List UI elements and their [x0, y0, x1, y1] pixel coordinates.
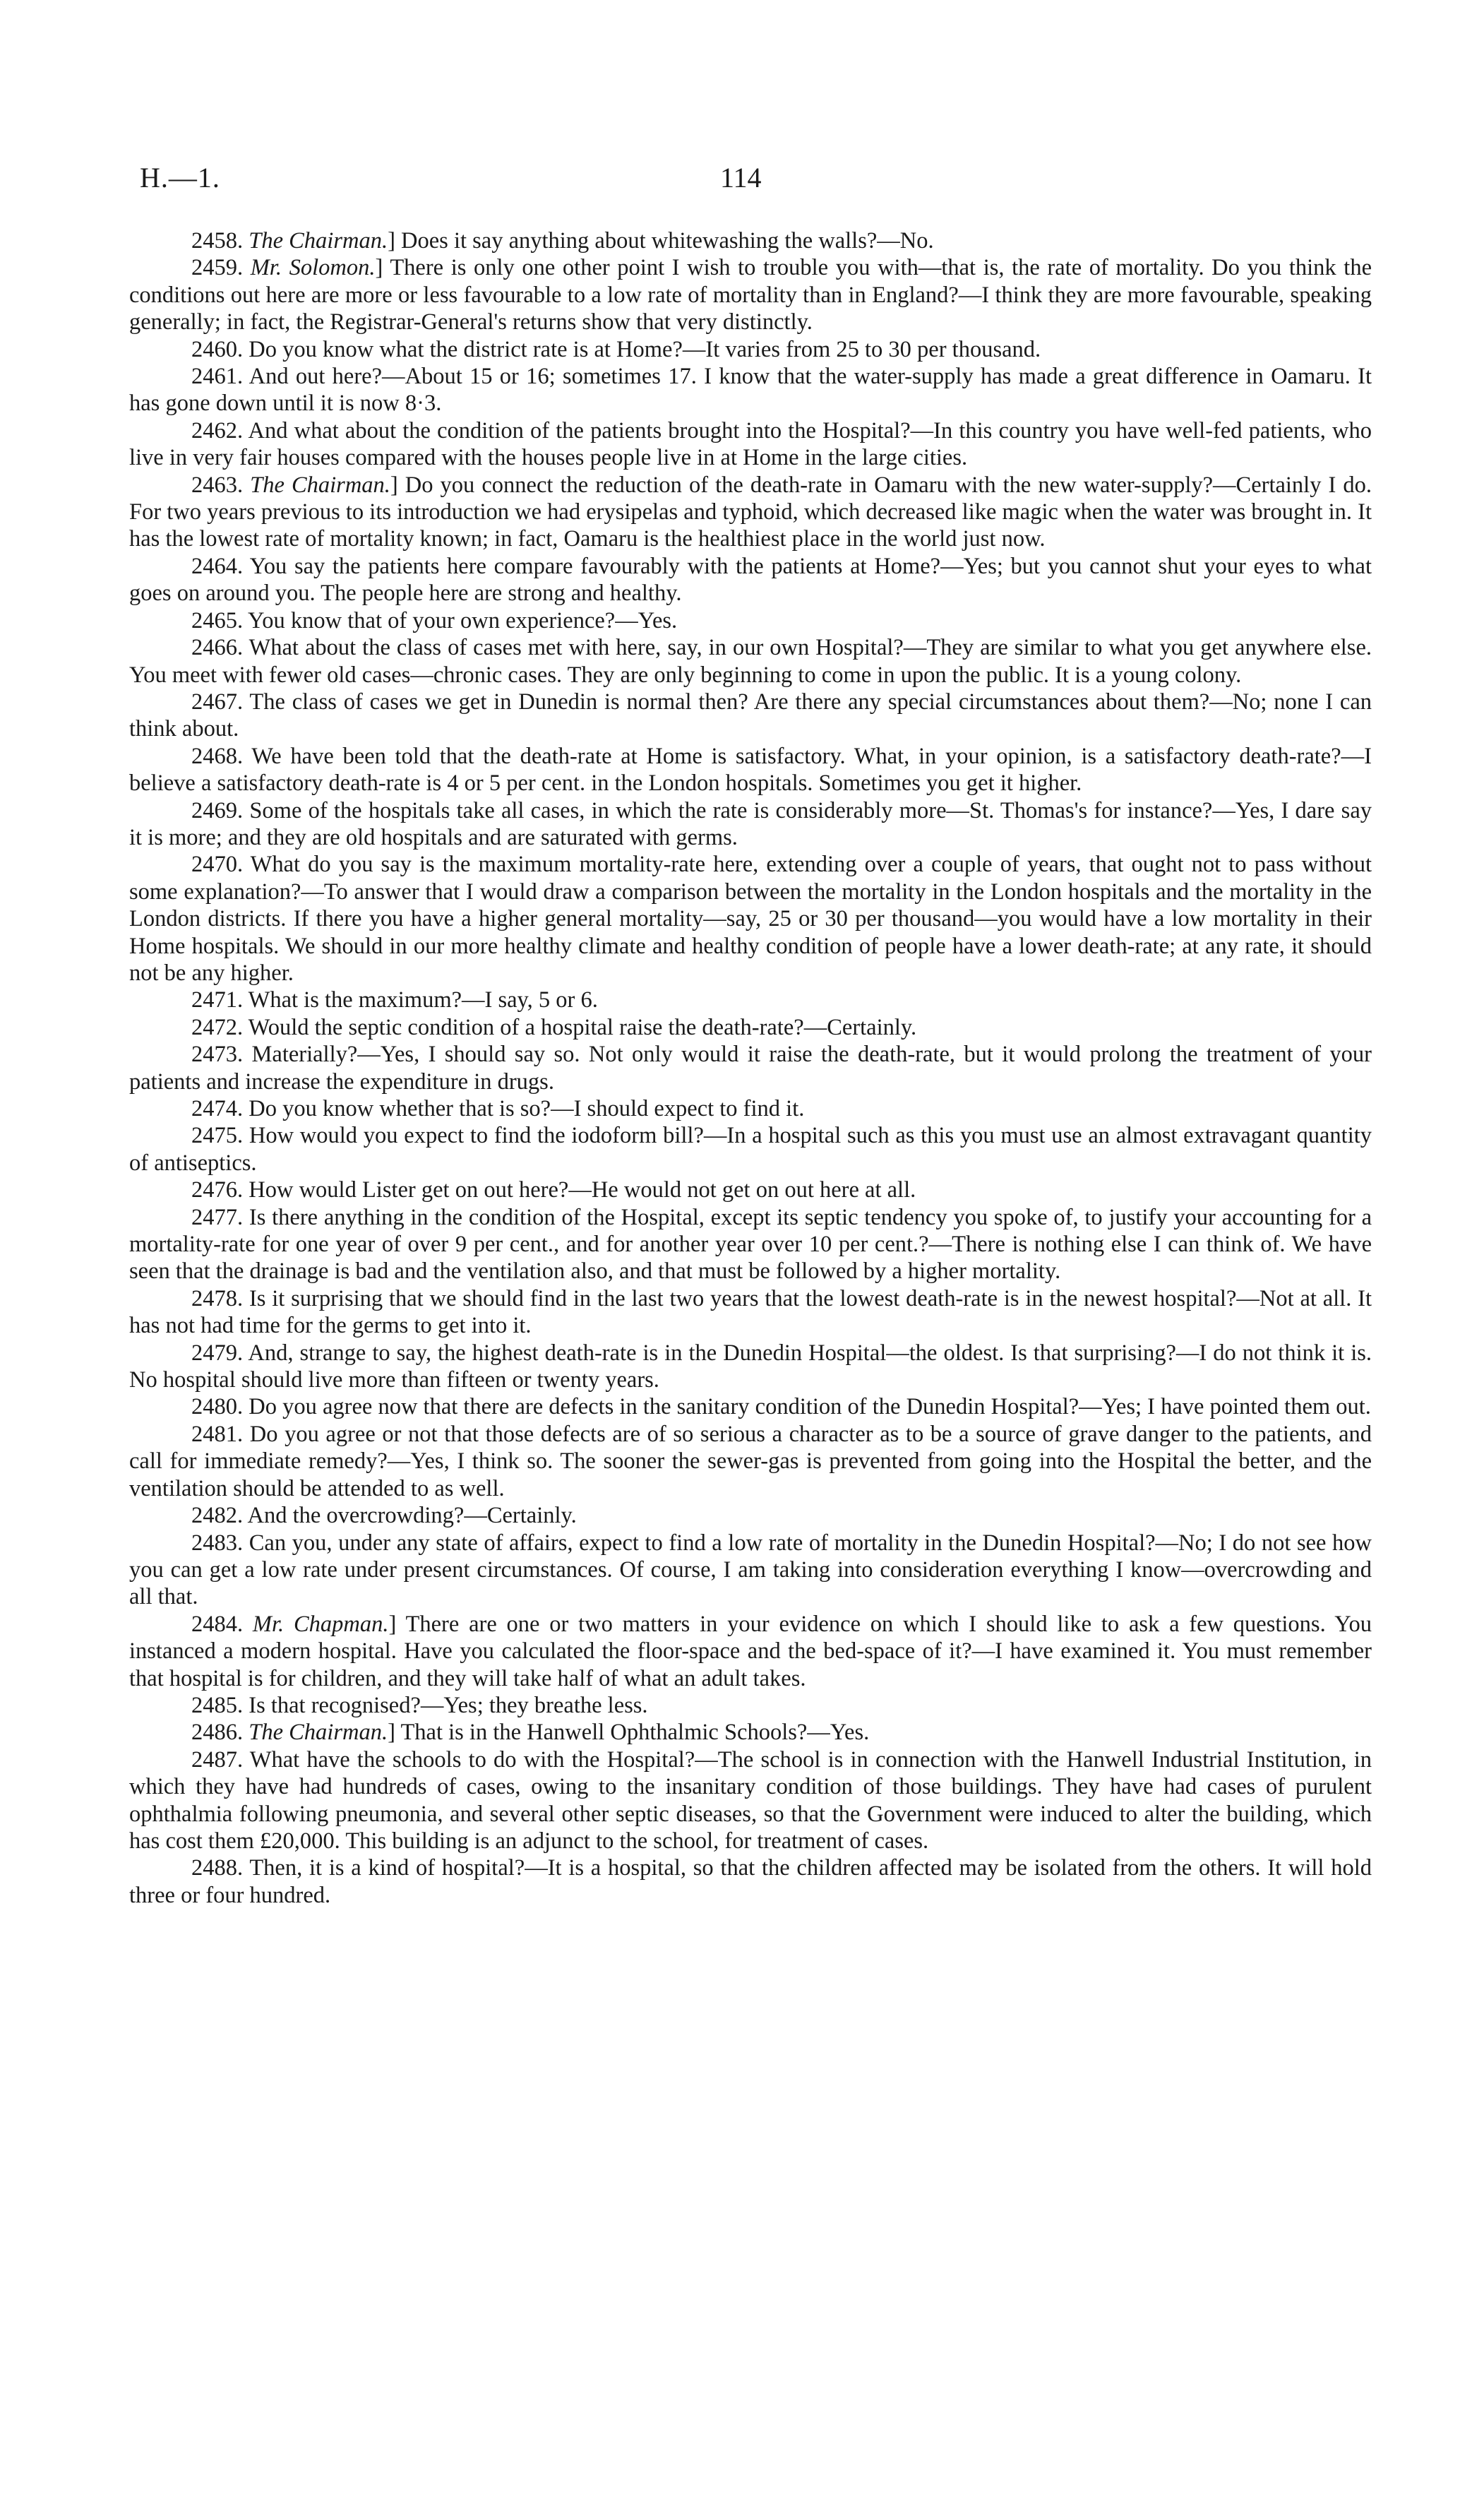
question-text: How would you expect to find the iodoform bill?—In a hospital such as this you must use an almost extravagant quantity of antiseptics. [129, 1123, 1372, 1176]
question-text: What about the class of cases met with here, say, in our own Hospital?—They are similar to what you get anywhere else. You meet with fewer old cases—chronic cases. They are only beginning to come in upon the public. It is a young colony. [129, 635, 1372, 688]
question-text: And the overcrowding?—Certainly. [247, 1503, 577, 1529]
page-header [0, 161, 1484, 203]
question-text: The class of cases we get in Dunedin is normal then? Are there any special circumstances about them?—No; none I can think about. [129, 689, 1372, 742]
question-paragraph [129, 1041, 1372, 1095]
question-number: 2472. [191, 1014, 244, 1040]
question-text: ] Do you connect the reduction of the death-rate in Oamaru with the new water-supply?—Certainly I do. For two years previous to its introduction we had erysipelas and typhoid, which decreased like magic when the water was brought in. It has the lowest rate of mortality known; in fact, Oamaru is the healthiest place in the world just now. [129, 472, 1372, 552]
question-text: Do you know whether that is so?—I should expect to find it. [249, 1096, 805, 1121]
question-number: 2484. [191, 1611, 244, 1637]
question-text: Do you know what the district rate is at Home?—It varies from 25 to 30 per thousand. [249, 336, 1041, 362]
question-paragraph [129, 987, 1372, 1013]
question-paragraph [129, 227, 1372, 254]
question-paragraph [129, 1421, 1372, 1502]
question-paragraph [129, 689, 1372, 743]
question-text: ] There is only one other point I wish to trouble you with—that is, the rate of mortality. Do you think the conditions out here are more or less favourable to a low rate of mortality than in England?—I think they are more favourable, speaking generally; in fact, the Registrar-General's returns show that very distinctly. [129, 255, 1372, 335]
question-number: 2481. [191, 1421, 244, 1447]
question-paragraph [129, 336, 1372, 363]
question-paragraph [129, 472, 1372, 553]
question-paragraph [129, 1746, 1372, 1855]
evidence-body [129, 227, 1372, 1909]
document-id: H.—1. [140, 162, 220, 193]
question-text: What do you say is the maximum mortality-rate here, extending over a couple of years, that ought not to pass without some explanation?—To answer that I would draw a comparison between the mortality in the London hospitals and the mortality in the London districts. If there you have a higher general mortality—say, 25 or 30 per thousand—you would have a low mortality in their Home hospitals. We should in our more healthy climate and healthy condition of people have a lower death-rate; at any rate, it should not be any higher. [129, 852, 1372, 986]
question-number: 2478. [191, 1285, 244, 1311]
question-text: Some of the hospitals take all cases, in which the rate is considerably more—St. Thomas's for instance?—Yes, I dare say it is more; and they are old hospitals and are saturated with germs. [129, 797, 1372, 850]
question-paragraph [129, 1611, 1372, 1692]
speaker-name: Mr. Chapman. [252, 1611, 389, 1637]
question-paragraph [129, 1692, 1372, 1719]
speaker-name: The Chairman. [249, 228, 388, 254]
question-paragraph [129, 553, 1372, 607]
question-paragraph [129, 743, 1372, 797]
question-number: 2467. [191, 689, 244, 715]
question-number: 2483. [191, 1530, 244, 1556]
question-number: 2460. [191, 336, 244, 362]
question-text: Is there anything in the condition of the Hospital, except its septic tendency you spoke of, to justify your accounting for a mortality-rate for one year of over 9 per cent., and for another year over 10 per cent.?—There is nothing else I can think of. We have seen that the drainage is bad and the ventilation also, and that must be followed by a higher mortality. [129, 1204, 1372, 1285]
question-paragraph [129, 1719, 1372, 1746]
question-text: What is the maximum?—I say, 5 or 6. [248, 987, 598, 1013]
question-number: 2461. [191, 364, 244, 390]
question-paragraph [129, 417, 1372, 472]
speaker-name: The Chairman. [249, 1720, 388, 1746]
question-text: ] That is in the Hanwell Ophthalmic Schools?—Yes. [388, 1720, 870, 1746]
question-text: Is it surprising that we should find in the last two years that the lowest death-rate is in the newest hospital?—Not at all. It has not had time for the germs to get into it. [129, 1285, 1372, 1339]
question-paragraph [129, 1854, 1372, 1909]
question-paragraph [129, 1285, 1372, 1340]
question-number: 2471. [191, 987, 244, 1013]
question-paragraph [129, 1340, 1372, 1394]
question-paragraph [129, 797, 1372, 852]
page-number: 114 [720, 162, 762, 193]
question-number: 2485. [191, 1692, 244, 1718]
question-text: Can you, under any state of affairs, expect to find a low rate of mortality in the Dunedin Hospital?—No; I do not see how you can get a low rate under present circumstances. Of course, I am taking into consideration everything I know—overcrowding and all that. [129, 1530, 1372, 1610]
question-number: 2477. [191, 1204, 244, 1230]
question-paragraph [129, 634, 1372, 689]
question-number: 2475. [191, 1123, 244, 1149]
question-number: 2463. [191, 472, 244, 498]
question-number: 2469. [191, 797, 244, 823]
question-paragraph [129, 1122, 1372, 1177]
question-text: Do you agree or not that those defects are of so serious a character as to be a source of grave danger to the patients, and call for immediate remedy?—Yes, I think so. The sooner the sewer-gas is prevented from going into the Hospital the better, and the ventilation should be attended to as well. [129, 1421, 1372, 1501]
question-number: 2474. [191, 1096, 244, 1121]
question-paragraph [129, 1014, 1372, 1041]
question-text: And, strange to say, the highest death-rate is in the Dunedin Hospital—the oldest. Is that surprising?—I do not think it is. No hospital should live more than fifteen or twenty years. [129, 1340, 1372, 1393]
question-number: 2480. [191, 1394, 244, 1420]
question-text: And out here?—About 15 or 16; sometimes 17. I know that the water-supply has made a great difference in Oamaru. It has gone down until it is now 8·3. [129, 364, 1372, 417]
question-paragraph [129, 1095, 1372, 1122]
question-number: 2458. [191, 228, 244, 254]
question-paragraph [129, 1177, 1372, 1203]
question-text: Would the septic condition of a hospital raise the death-rate?—Certainly. [248, 1014, 917, 1040]
question-text: ] There are one or two matters in your evidence on which I should like to ask a few questions. You instanced a modern hospital. Have you calculated the floor-space and the bed-space of it?—I have examined it. You must remember that hospital is for children, and they will take half of what an adult takes. [129, 1611, 1372, 1691]
question-number: 2459. [191, 255, 244, 281]
question-text: You know that of your own experience?—Yes. [248, 607, 678, 633]
question-number: 2476. [191, 1177, 244, 1203]
question-number: 2482. [191, 1503, 244, 1529]
question-text: We have been told that the death-rate at Home is satisfactory. What, in your opinion, is a satisfactory death-rate?—I believe a satisfactory death-rate is 4 or 5 per cent. in the London hospitals. Sometimes you get it higher. [129, 743, 1372, 797]
question-number: 2468. [191, 743, 244, 769]
question-text: Do you agree now that there are defects in the sanitary condition of the Dunedin Hospital?—Yes; I have pointed them out. [249, 1394, 1371, 1420]
question-number: 2488. [191, 1855, 244, 1881]
question-paragraph [129, 851, 1372, 987]
question-paragraph [129, 1204, 1372, 1285]
question-paragraph [129, 607, 1372, 634]
question-text: What have the schools to do with the Hospital?—The school is in connection with the Hanwell Industrial Institution, in which they have had hundreds of cases, owing to the insanitary condition of those buildings. They have had cases of purulent ophthalmia following pneumonia, and several other septic diseases, so that the Government were induced to alter the building, which has cost them £20,000. This building is an adjunct to the school, for treatment of cases. [129, 1746, 1372, 1854]
question-number: 2479. [191, 1340, 244, 1366]
question-text: And what about the condition of the patients brought into the Hospital?—In this country you have well-fed patients, who live in very fair houses compared with the houses people live in at Home in the large cities. [129, 417, 1372, 471]
question-paragraph [129, 1393, 1372, 1420]
question-text: Materially?—Yes, I should say so. Not only would it raise the death-rate, but it would prolong the treatment of your patients and increase the expenditure in drugs. [129, 1042, 1372, 1095]
question-number: 2466. [191, 635, 244, 661]
speaker-name: Mr. Solomon. [250, 255, 376, 281]
question-number: 2486. [191, 1720, 244, 1746]
question-number: 2487. [191, 1746, 244, 1773]
question-text: Is that recognised?—Yes; they breathe less. [249, 1692, 648, 1718]
question-number: 2465. [191, 607, 244, 633]
question-paragraph [129, 254, 1372, 335]
question-paragraph [129, 1502, 1372, 1529]
question-text: Then, it is a kind of hospital?—It is a hospital, so that the children affected may be isolated from the others. It will hold three or four hundred. [129, 1855, 1372, 1908]
question-text: ] Does it say anything about whitewashing the walls?—No. [388, 228, 934, 254]
question-text: How would Lister get on out here?—He would not get on out here at all. [249, 1177, 916, 1203]
question-paragraph [129, 363, 1372, 417]
speaker-name: The Chairman. [250, 472, 390, 498]
question-number: 2464. [191, 553, 244, 579]
question-text: You say the patients here compare favourably with the patients at Home?—Yes; but you cannot shut your eyes to what goes on around you. The people here are strong and healthy. [129, 553, 1372, 607]
question-number: 2473. [191, 1042, 244, 1068]
question-number: 2470. [191, 852, 244, 878]
question-paragraph [129, 1530, 1372, 1611]
question-number: 2462. [191, 417, 244, 443]
